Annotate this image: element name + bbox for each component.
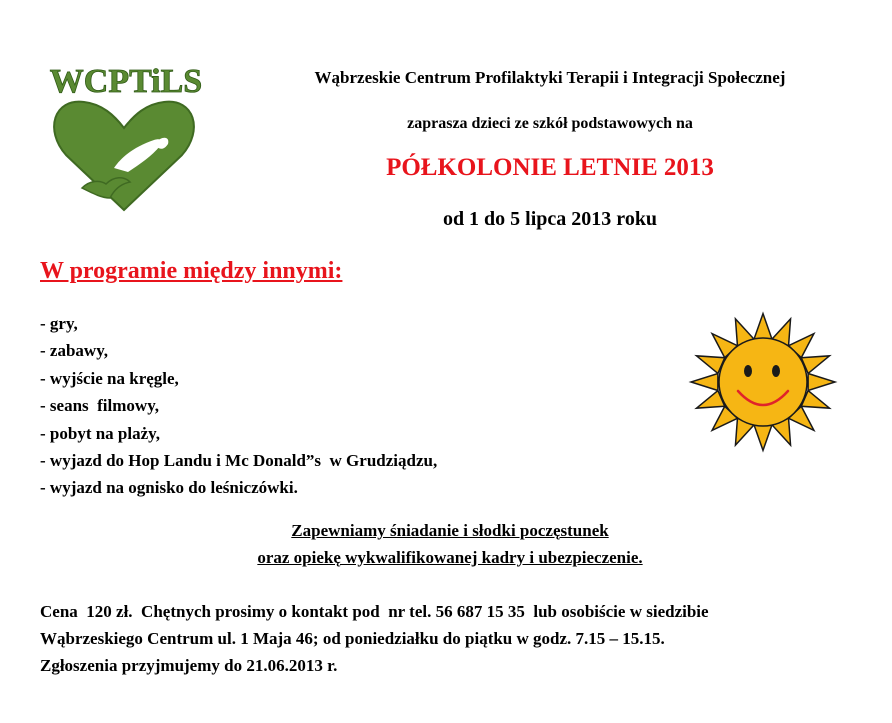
list-item: - wyjazd na ognisko do leśniczówki.	[40, 478, 298, 498]
list-item: - pobyt na plaży,	[40, 423, 160, 443]
info-line-1: Cena 120 zł. Chętnych prosimy o kontakt pod nr tel. 56 687 15 35 lub osobiście w siedzibie	[40, 602, 709, 621]
logo-text: WCPTiLS	[49, 63, 203, 100]
list-item: - gry,	[40, 314, 78, 333]
event-dates: od 1 do 5 lipca 2013 roku	[442, 208, 658, 230]
offer-line-2: oraz opiekę wykwalifikowanej kadry i ubezpieczenie.	[257, 548, 643, 567]
organization-name: Wąbrzeskie Centrum Profilaktyki Terapii i Integracji Społecznej	[314, 68, 786, 87]
list-item: - seans filmowy,	[40, 396, 159, 416]
program-heading: W programie między innymi:	[40, 258, 343, 284]
program-list	[40, 310, 437, 502]
offer-line-1: Zapewniamy śniadanie i słodki poczęstunek	[291, 521, 609, 540]
heart-dove-logo-icon	[54, 102, 194, 210]
list-item: - zabawy,	[40, 341, 108, 361]
info-line-3: Zgłoszenia przyjmujemy do 21.06.2013 r.	[40, 656, 338, 675]
logo	[44, 60, 214, 220]
headline: PÓŁKOLONIE LETNIE 2013	[386, 154, 714, 181]
info-line-2: Wąbrzeskiego Centrum ul. 1 Maja 46; od poniedziałku do piątku w godz. 7.15 – 15.15.	[40, 629, 665, 648]
invitation-text: zaprasza dzieci ze szkół podstawowych na	[407, 115, 693, 132]
list-item: - wyjazd do Hop Landu i Mc Donald”s w Grudziądzu,	[40, 450, 438, 470]
list-item: - wyjście na kręgle,	[40, 368, 179, 388]
smiling-sun-icon	[668, 307, 868, 457]
